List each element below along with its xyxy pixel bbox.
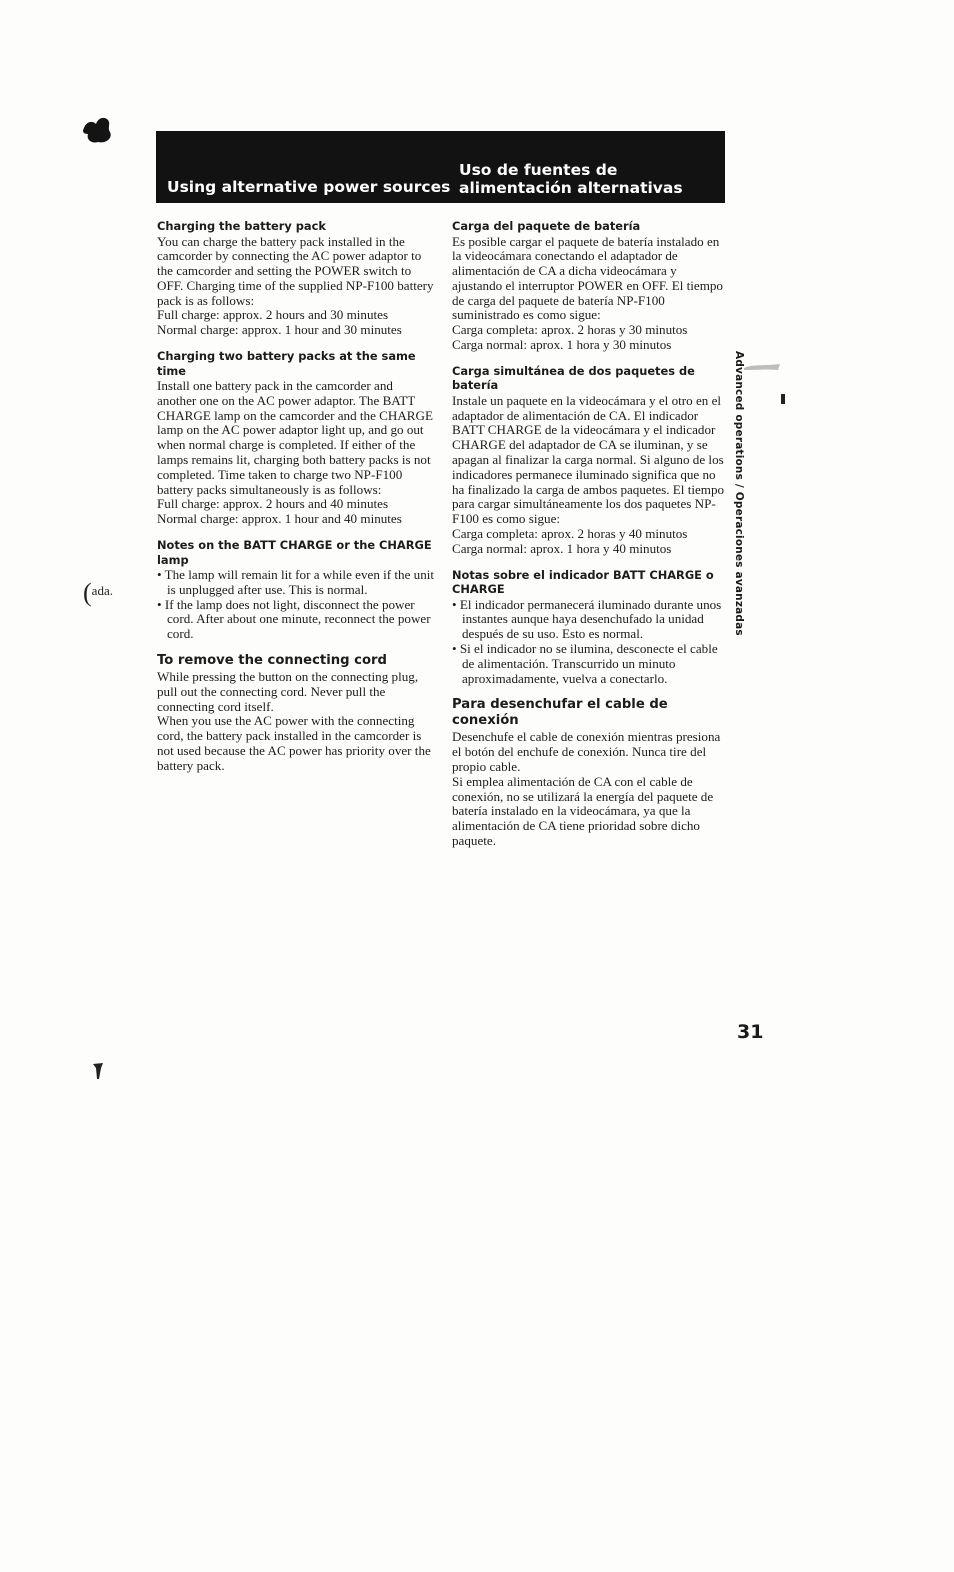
- heading-remove-cord: To remove the connecting cord: [157, 653, 387, 669]
- carga-body: Es posible cargar el paquete de batería instalado en la videocámara conectando el adaptador de alimentación de CA a dicha videocámara y ajustando el interruptor POWER en OFF. El tiempo de carga del paquete de batería NP-F100 suministrado es como sigue:: [452, 233, 723, 323]
- notas-bullet-1: • El indicador permanecerá iluminado durante unos instantes aunque haya desenchufado la unidad después de su uso. Esto es normal.: [452, 596, 722, 642]
- notes-bullet-1: • The lamp will remain lit for a while even if the unit is unplugged after use. This is normal.: [157, 567, 435, 597]
- carga-simultanea-body: Instale un paquete en la videocámara y el otro en el adaptador de alimentación de CA. El indicador BATT CHARGE de la videocámara y el indicador CHARGE del adaptador de CA se iluminan, y se apagan al finalizar la carga normal. Si alguno de los indicadores permanece iluminado significa que no ha finalizado la carga de ambos paquetes. El tiempo para cargar simultáneamente los dos paquetes NP-F100 es como sigue:: [452, 392, 725, 527]
- spanish-column: [452, 219, 730, 849]
- two-packs-body: Install one battery pack in the camcorder and another one on the AC power adaptor. The BATT CHARGE lamp on the camcorder and the CHARGE lamp on the AC power adaptor light up, and go out when normal charge is completed. If either of the lamps remains lit, charging both battery packs is not completed. Time taken to charge two NP-F100 battery packs simultaneously is as follows:: [157, 378, 433, 497]
- two-packs-full: Full charge: approx. 2 hours and 40 minutes: [157, 496, 389, 512]
- heading-notas: Notas sobre el indicador BATT CHARGE o CHARGE: [452, 567, 714, 597]
- remove-body-2: When you use the AC power with the connecting cord, the battery pack installed in the camcorder is not used because the AC power has priority over the battery pack.: [157, 713, 431, 773]
- remove-body-1: While pressing the button on the connecting plug, pull out the connecting cord. Never pull the connecting cord itself.: [157, 669, 419, 714]
- scan-blot-icon: [80, 112, 116, 148]
- notes-bullet-2: • If the lamp does not light, disconnect the power cord. After about one minute, reconnect the power cord.: [157, 596, 431, 642]
- heading-charging-battery-pack: Charging the battery pack: [157, 219, 326, 233]
- scan-speck-icon: [780, 394, 786, 404]
- two-packs-normal: Normal charge: approx. 1 hour and 40 minutes: [157, 511, 402, 527]
- carga-completa: Carga completa: aprox. 2 horas y 30 minutos: [452, 322, 688, 338]
- margin-fragment: (ada.: [83, 578, 113, 607]
- heading-desenchufar: Para desenchufar el cable de conexión: [452, 697, 668, 729]
- page-number: 31: [737, 1021, 764, 1043]
- notas-bullet-2: • Si el indicador no se ilumina, desconecte el cable de alimentación. Transcurrido un minuto aproximadamente, vuelva a conectarlo.: [452, 641, 718, 686]
- section-title-es: Uso de fuentes de alimentación alternativas: [459, 161, 683, 197]
- charging-normal: Normal charge: approx. 1 hour and 30 minutes: [157, 322, 402, 338]
- heading-notes: Notes on the BATT CHARGE or the CHARGE lamp: [157, 538, 432, 567]
- desenchufar-body-2: Si emplea alimentación de CA con el cable de conexión, no se utilizará la energía del paquete de batería instalado en la videocámara, ya que la alimentación de CA tiene prioridad sobre dicho paquete.: [452, 773, 714, 848]
- side-section-tab: Advanced operations / Operaciones avanzadas: [733, 351, 745, 636]
- charging-full: Full charge: approx. 2 hours and 30 minutes: [157, 307, 389, 323]
- english-column: [157, 219, 435, 774]
- heading-carga-simultanea: Carga simultánea de dos paquetes de batería: [452, 363, 695, 393]
- scan-speck-icon: [92, 1062, 104, 1080]
- scan-smudge-icon: [742, 360, 782, 372]
- carga-simultanea-normal: Carga normal: aprox. 1 hora y 40 minutos: [452, 540, 672, 556]
- heading-two-packs: Charging two battery packs at the same time: [157, 349, 416, 378]
- section-title-en: Using alternative power sources: [167, 178, 451, 196]
- carga-simultanea-completa: Carga completa: aprox. 2 horas y 40 minutos: [452, 526, 688, 542]
- section-header-bar: [156, 131, 725, 203]
- desenchufar-body-1: Desenchufe el cable de conexión mientras presiona el botón del enchufe de conexión. Nunca tire del propio cable.: [452, 729, 721, 775]
- heading-carga-paquete: Carga del paquete de batería: [452, 219, 641, 233]
- carga-normal: Carga normal: aprox. 1 hora y 30 minutos: [452, 337, 672, 353]
- charging-body: You can charge the battery pack installed in the camcorder by connecting the AC power adaptor to the camcorder and setting the POWER switch to OFF. Charging time of the supplied NP-F100 battery pack is as follows:: [157, 233, 434, 308]
